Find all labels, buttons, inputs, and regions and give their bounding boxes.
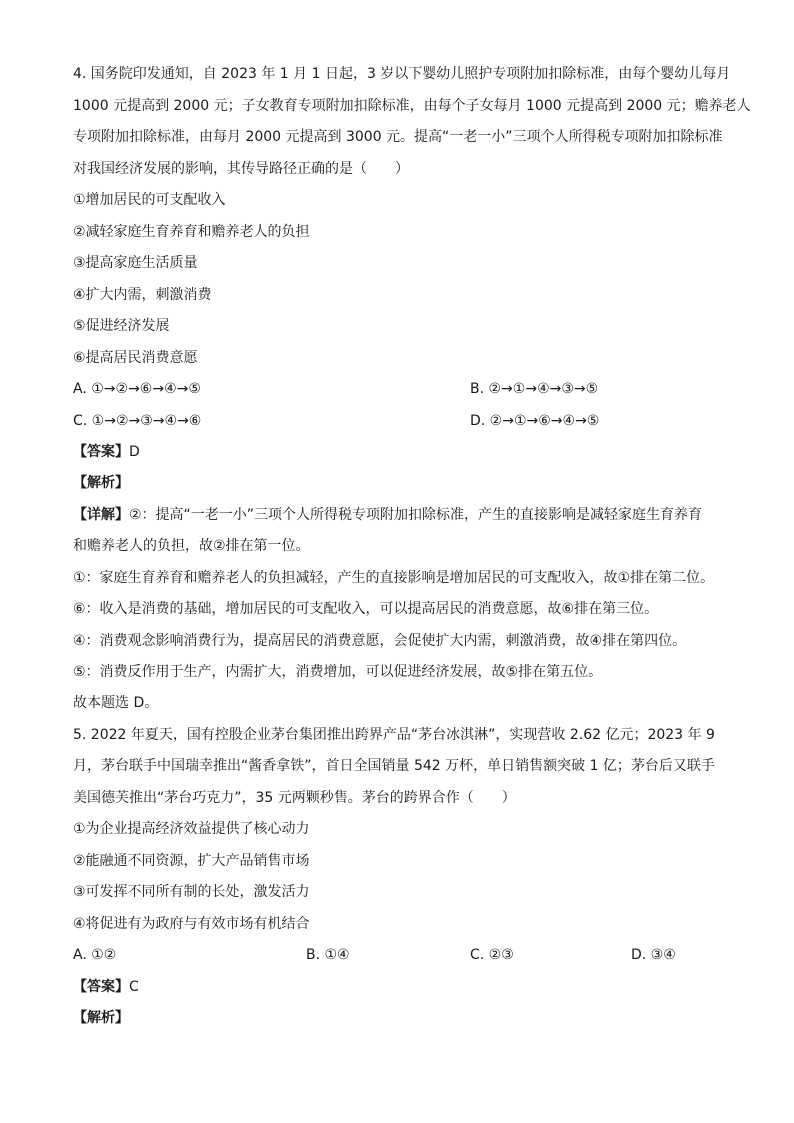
q4-stem-line: 1000 元提高到 2000 元；子女教育专项附加扣除标准，由每个子女每月 1000 元提高到 2000 元；赡养老人 (73, 98, 751, 114)
detail-text: ②：提高“一老一小”三项个人所得税专项附加扣除标准，产生的直接影响是减轻家庭生育养育 (129, 507, 703, 523)
q4-item: ③提高家庭生活质量 (73, 255, 198, 271)
q4-option-a: A. ①→②→⑥→④→⑤ (73, 381, 201, 397)
analysis-tag: 【解析】 (73, 1010, 129, 1026)
answer-tag: 【答案】 (73, 444, 129, 460)
q5-item: ④将促进有为政府与有效市场有机结合 (73, 916, 310, 932)
q4-item: ①增加居民的可支配收入 (73, 192, 226, 208)
q5-item: ②能融通不同资源，扩大产品销售市场 (73, 853, 310, 869)
q4-detail-line: ⑤：消费反作用于生产，内需扩大，消费增加，可以促进经济发展，故⑤排在第五位。 (73, 664, 603, 680)
q4-options-row (73, 411, 733, 431)
q5-analysis (73, 1008, 733, 1028)
q5-answer (73, 977, 733, 997)
q4-detail-line: ⑥：收入是消费的基础，增加居民的可支配收入，可以提高居民的消费意愿，故⑥排在第三位。 (73, 601, 659, 617)
q4-option-b: B. ②→①→④→③→⑤ (470, 381, 599, 397)
q4-item: ②减轻家庭生育养育和赡养老人的负担 (73, 224, 310, 240)
q5-stem-line: 5. 2022 年夏天，国有控股企业茅台集团推出跨界产品“茅台冰淇淋”，实现营收 2.62 亿元；2023 年 9 (73, 727, 715, 743)
q4-detail-line (73, 505, 733, 525)
q5-option-b: B. ①④ (306, 947, 350, 963)
detail-tag: 【详解】 (73, 507, 129, 523)
q5-item: ①为企业提高经济效益提供了核心动力 (73, 821, 310, 837)
q4-detail-line: ①：家庭生育养育和赡养老人的负担减轻，产生的直接影响是增加居民的可支配收入，故①排在第二位。 (73, 570, 715, 586)
q4-stem-line: 对我国经济发展的影响，其传导路径正确的是（ ） (73, 161, 409, 177)
q4-options-row (73, 379, 733, 399)
q5-option-d: D. ③④ (631, 947, 676, 963)
q4-detail-line: 故本题选 D。 (73, 695, 159, 711)
answer-value: C (129, 979, 139, 995)
q4-stem-line: 4. 国务院印发通知，自 2023 年 1 月 1 日起，3 岁以下婴幼儿照护专项附加扣除标准，由每个婴幼儿每月 (73, 66, 731, 82)
q5-option-a: A. ①② (73, 947, 117, 963)
q5-item: ③可发挥不同所有制的长处，激发活力 (73, 884, 310, 900)
q4-item: ⑤促进经济发展 (73, 318, 170, 334)
q4-detail-line: ④：消费观念影响消费行为，提高居民的消费意愿，会促使扩大内需，刺激消费，故④排在第四位。 (73, 633, 687, 649)
q4-option-c: C. ①→②→③→④→⑥ (73, 413, 202, 429)
q4-option-d: D. ②→①→⑥→④→⑤ (470, 413, 600, 429)
analysis-tag: 【解析】 (73, 475, 129, 491)
answer-tag: 【答案】 (73, 979, 129, 995)
q5-options-row (73, 945, 733, 965)
q4-item: ⑥提高居民消费意愿 (73, 350, 198, 366)
q4-stem-line: 专项附加扣除标准，由每月 2000 元提高到 3000 元。提高“一老一小”三项个人所得税专项附加扣除标准 (73, 129, 723, 145)
answer-value: D (129, 444, 140, 460)
q4-analysis (73, 473, 733, 493)
q4-detail-line: 和赡养老人的负担，故②排在第一位。 (73, 538, 310, 554)
q5-option-c: C. ②③ (470, 947, 514, 963)
q4-item: ④扩大内需，刺激消费 (73, 287, 212, 303)
q5-stem-line: 月，茅台联手中国瑞幸推出“酱香拿铁”，首日全国销量 542 万杯，单日销售额突破 1 亿；茅台后又联手 (73, 758, 715, 774)
q5-stem-line: 美国德芙推出“茅台巧克力”，35 元两颗秒售。茅台的跨界合作（ ） (73, 790, 516, 806)
q4-answer (73, 442, 733, 462)
